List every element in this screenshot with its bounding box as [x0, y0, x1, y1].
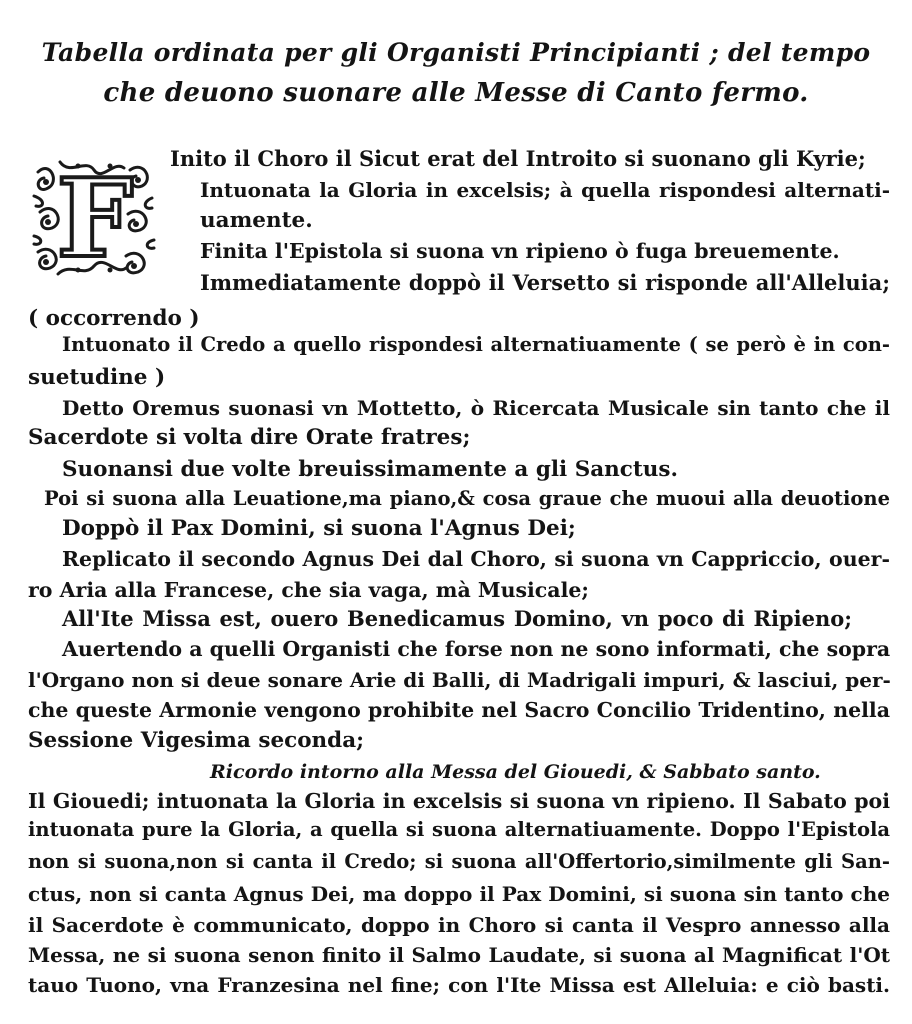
text-line: Intuonato il Credo a quello rispondesi alternatiuamente ( se però è in con-	[62, 333, 890, 356]
title-line-2: che deuono suonare alle Messe di Canto fermo.	[103, 78, 809, 108]
text-line: All'Ite Missa est, ouero Benedicamus Domino, vn poco di Ripieno;	[62, 606, 852, 631]
text-line: Suonansi due volte breuissimamente a gli Sanctus.	[62, 457, 679, 482]
initial-letter: F	[56, 156, 134, 282]
text-line: che queste Armonie vengono prohibite nel Sacro Concilio Tridentino, nella	[28, 698, 890, 722]
text-line: Detto Oremus suonasi vn Mottetto, ò Ricercata Musicale sin tanto che il	[62, 396, 890, 420]
text-line: il Sacerdote è communicato, doppo in Choro si canta il Vespro annesso alla	[28, 913, 890, 937]
text-line: ro Aria alla Francese, che sia vaga, mà Musicale;	[28, 578, 589, 602]
text-line: tauo Tuono, vna Franzesina nel fine; con l'Ite Missa est Alleluia: e ciò basti.	[28, 973, 890, 997]
text-line: uamente.	[200, 208, 313, 233]
text-line: Immediatamente doppò il Versetto si risponde all'Alleluia;	[200, 270, 890, 295]
text-line: non si suona,non si canta il Credo; si suona all'Offertorio,similmente gli San-	[28, 850, 890, 873]
text-line: Intuonata la Gloria in excelsis; à quella rispondesi alternati-	[200, 178, 890, 202]
text-line: Inito il Choro il Sicut erat del Introito si suonano gli Kyrie;	[170, 146, 866, 171]
text-line: ( occorrendo )	[28, 306, 200, 331]
title-line-1: Tabella ordinata per gli Organisti Principianti ; del tempo	[41, 38, 871, 67]
text-line: Sacerdote si volta dire Orate fratres;	[28, 425, 471, 450]
text-line: l'Organo non si deue sonare Arie di Balli, di Madrigali impuri, & lasciui, per-	[28, 668, 891, 692]
text-line: Replicato il secondo Agnus Dei dal Choro, si suona vn Cappriccio, ouer-	[62, 547, 890, 571]
text-line: Il Giouedi; intuonata la Gloria in excelsis si suona vn ripieno. Il Sabato poi	[28, 789, 890, 813]
text-line: Doppò il Pax Domini, si suona l'Agnus Dei;	[62, 516, 576, 541]
text-line: Messa, ne si suona senon finito il Salmo Laudate, si suona al Magnificat l'Ot	[28, 943, 890, 967]
text-line: suetudine )	[28, 365, 166, 390]
text-line: Sessione Vigesima seconda;	[28, 728, 365, 753]
text-line: ctus, non si canta Agnus Dei, ma doppo il Pax Domini, si suona sin tanto che	[28, 882, 890, 906]
text-line: Poi si suona alla Leuatione,ma piano,& cosa graue che muoui alla deuotione	[44, 487, 890, 510]
text-line: Finita l'Epistola si suona vn ripieno ò fuga breuemente.	[200, 239, 840, 263]
ornate-initial-letter-icon	[30, 152, 160, 284]
text-line: intuonata pure la Gloria, a quella si suona alternatiuamente. Doppo l'Epistola	[28, 818, 890, 841]
text-line: Auertendo a quelli Organisti che forse non ne sono informati, che sopra	[62, 637, 891, 661]
section-heading: Ricordo intorno alla Messa del Giouedi, & Sabbato santo.	[210, 761, 821, 783]
